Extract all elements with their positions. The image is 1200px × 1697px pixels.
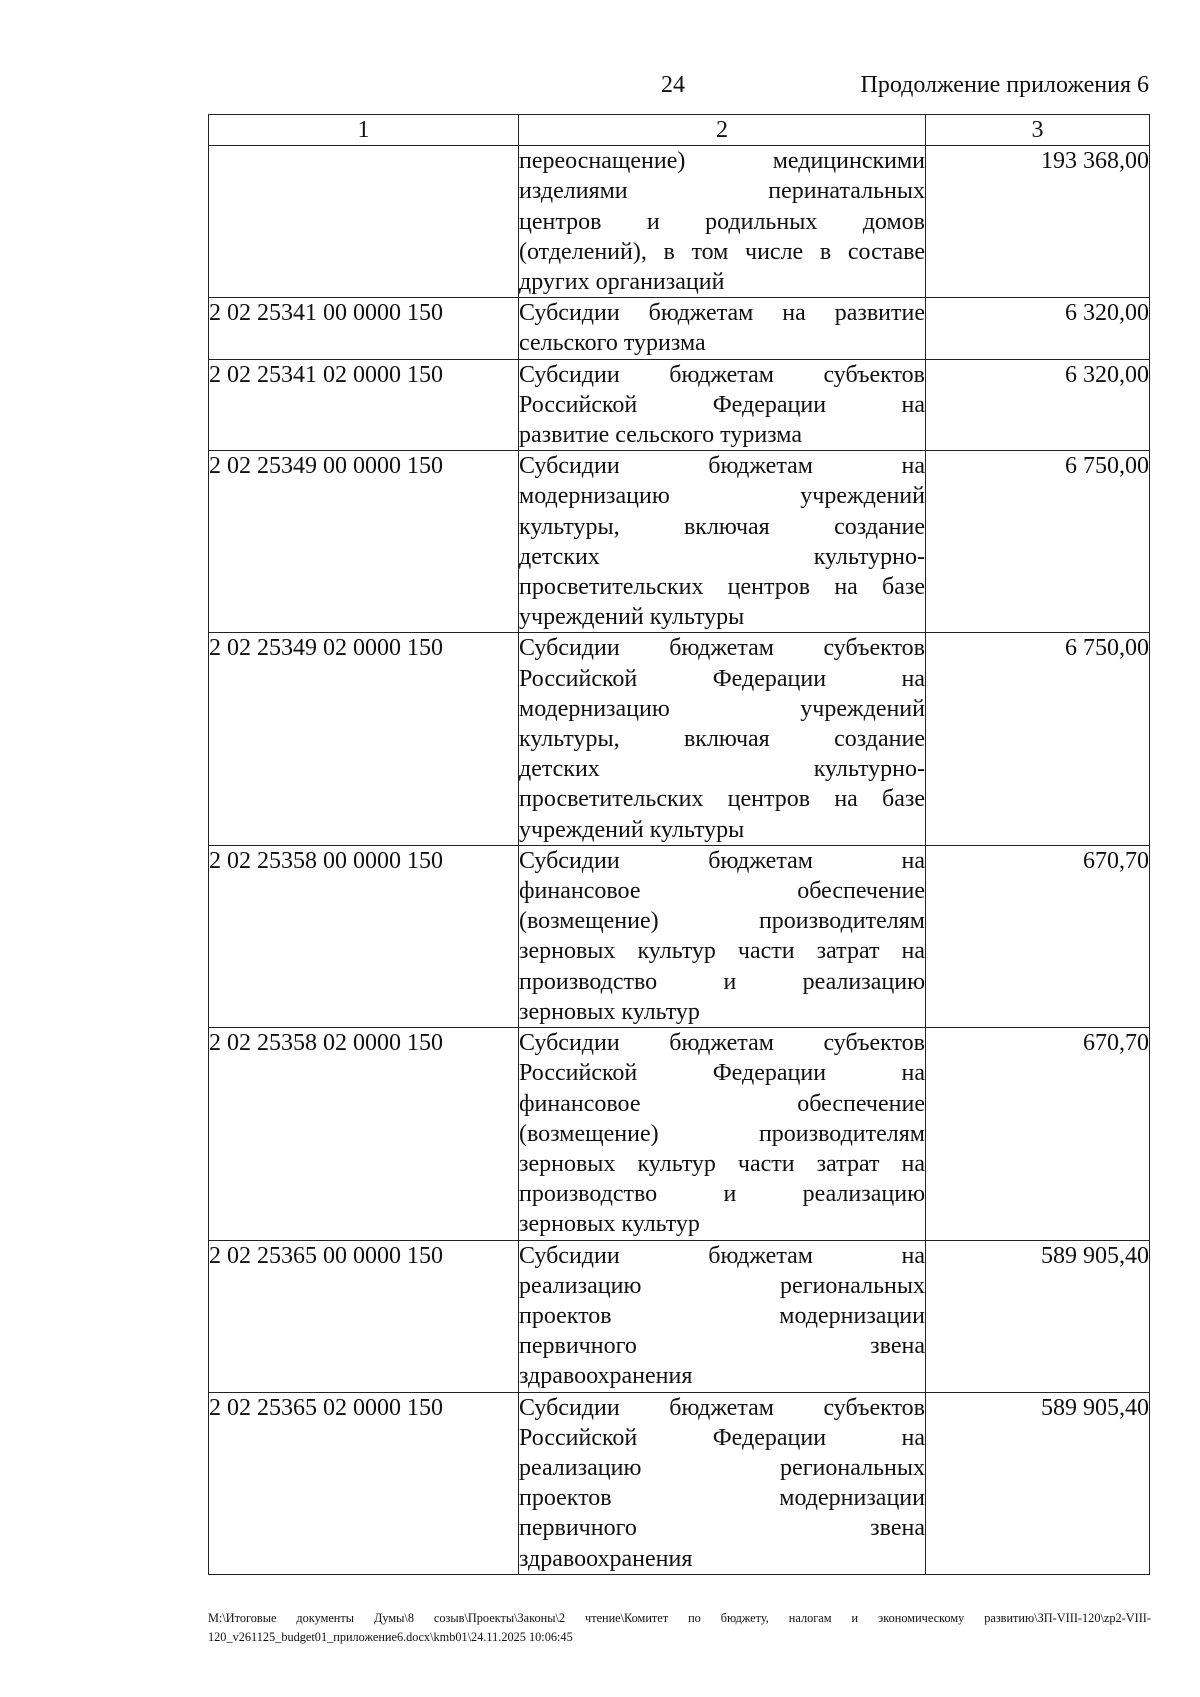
- description-line: финансовое обеспечение: [519, 878, 925, 905]
- table-row: [209, 845, 1150, 1027]
- description-line: Субсидии бюджетам на: [519, 1242, 925, 1269]
- description-line: центров и родильных домов: [519, 208, 925, 235]
- description-line: первичного звена: [519, 1515, 925, 1542]
- column-header-code: 1: [209, 115, 519, 146]
- amount-cell: 589 905,40: [926, 1392, 1150, 1574]
- description-cell: [519, 1240, 926, 1392]
- description-line: детских культурно-: [519, 756, 925, 783]
- description-line: зерновых культур: [519, 1211, 700, 1238]
- description-line: модернизацию учреждений: [519, 695, 925, 722]
- income-code-cell: [209, 146, 519, 298]
- description-cell: [519, 451, 926, 633]
- description-line: зерновых культур части затрат на: [519, 938, 925, 965]
- description-line: реализацию региональных: [519, 1272, 925, 1299]
- description-line: других организаций: [519, 269, 725, 296]
- table-row: [209, 1392, 1150, 1574]
- table-row: [209, 451, 1150, 633]
- description-line: зерновых культур части затрат на: [519, 1150, 925, 1177]
- description-line: Российской Федерации на: [519, 1060, 925, 1087]
- description-line: Субсидии бюджетам на: [519, 453, 925, 480]
- description-line: детских культурно-: [519, 543, 925, 570]
- description-cell: [519, 359, 926, 451]
- income-code-cell: 2 02 25358 00 0000 150: [209, 845, 519, 1027]
- amount-cell: 589 905,40: [926, 1240, 1150, 1392]
- table-header-row: [209, 115, 1150, 146]
- description-line: учреждений культуры: [519, 816, 745, 843]
- budget-table: [208, 114, 1150, 1575]
- table-row: [209, 359, 1150, 451]
- description-line: просветительских центров на базе: [519, 574, 925, 601]
- description-line: производство и реализацию: [519, 1181, 925, 1208]
- income-code-cell: 2 02 25349 00 0000 150: [209, 451, 519, 633]
- description-line: Российской Федерации на: [519, 391, 925, 418]
- description-line: культуры, включая создание: [519, 513, 925, 540]
- description-line: модернизацию учреждений: [519, 483, 925, 510]
- description-line: Субсидии бюджетам на: [519, 847, 925, 874]
- description-line: (возмещение) производителям: [519, 908, 925, 935]
- amount-cell: 670,70: [926, 1028, 1150, 1240]
- description-line: реализацию региональных: [519, 1454, 925, 1481]
- description-line: изделиями перинатальных: [519, 178, 925, 205]
- description-line: Субсидии бюджетам субъектов: [519, 635, 925, 662]
- description-line: просветительских центров на базе: [519, 786, 925, 813]
- amount-cell: 193 368,00: [926, 146, 1150, 298]
- continuation-title: Продолжение приложения 6: [860, 72, 1149, 98]
- page-number: 24: [661, 72, 685, 98]
- description-cell: [519, 1028, 926, 1240]
- column-header-amount: 3: [926, 115, 1150, 146]
- description-line: сельского туризма: [519, 330, 706, 357]
- income-code-cell: 2 02 25349 02 0000 150: [209, 633, 519, 845]
- description-line: проектов модернизации: [519, 1302, 925, 1329]
- description-line: Субсидии бюджетам на развитие: [519, 300, 925, 327]
- description-line: Субсидии бюджетам субъектов: [519, 1030, 925, 1057]
- description-cell: [519, 633, 926, 845]
- description-line: здравоохранения: [519, 1545, 693, 1572]
- table-row: [209, 298, 1150, 359]
- description-line: переоснащение) медицинскими: [519, 148, 925, 175]
- description-line: Субсидии бюджетам субъектов: [519, 1394, 925, 1421]
- income-code-cell: 2 02 25341 00 0000 150: [209, 298, 519, 359]
- table-row: [209, 146, 1150, 298]
- description-line: здравоохранения: [519, 1363, 693, 1390]
- description-line: Российской Федерации на: [519, 665, 925, 692]
- description-line: учреждений культуры: [519, 604, 745, 631]
- income-code-cell: 2 02 25358 02 0000 150: [209, 1028, 519, 1240]
- income-code-cell: 2 02 25341 02 0000 150: [209, 359, 519, 451]
- description-line: культуры, включая создание: [519, 726, 925, 753]
- income-code-cell: 2 02 25365 02 0000 150: [209, 1392, 519, 1574]
- description-line: развитие сельского туризма: [519, 422, 802, 449]
- description-line: Российской Федерации на: [519, 1424, 925, 1451]
- description-line: (возмещение) производителям: [519, 1120, 925, 1147]
- table-row: [209, 633, 1150, 845]
- amount-cell: 670,70: [926, 845, 1150, 1027]
- amount-cell: 6 750,00: [926, 451, 1150, 633]
- description-line: зерновых культур: [519, 998, 700, 1025]
- description-cell: [519, 845, 926, 1027]
- table-row: [209, 1240, 1150, 1392]
- description-line: производство и реализацию: [519, 968, 925, 995]
- amount-cell: 6 320,00: [926, 298, 1150, 359]
- description-cell: [519, 298, 926, 359]
- description-line: проектов модернизации: [519, 1485, 925, 1512]
- footer-file-path: M:\Итоговые документы Думы\8 созыв\Проекты\Законы\2 чтение\Комитет по бюджету, налогам и экономическому развитию\ЗП-VIII-120\zp2-VIII-120_v261125_budget01_приложение6.docx\kmb01\24.11.2025 10:06:45: [208, 1611, 1151, 1644]
- income-code-cell: 2 02 25365 00 0000 150: [209, 1240, 519, 1392]
- amount-cell: 6 750,00: [926, 633, 1150, 845]
- amount-cell: 6 320,00: [926, 359, 1150, 451]
- description-cell: [519, 1392, 926, 1574]
- description-cell: [519, 146, 926, 298]
- column-header-description: 2: [519, 115, 926, 146]
- table-row: [209, 1028, 1150, 1240]
- description-line: (отделений), в том числе в составе: [519, 238, 925, 265]
- description-line: Субсидии бюджетам субъектов: [519, 361, 925, 388]
- description-line: финансовое обеспечение: [519, 1090, 925, 1117]
- description-line: первичного звена: [519, 1333, 925, 1360]
